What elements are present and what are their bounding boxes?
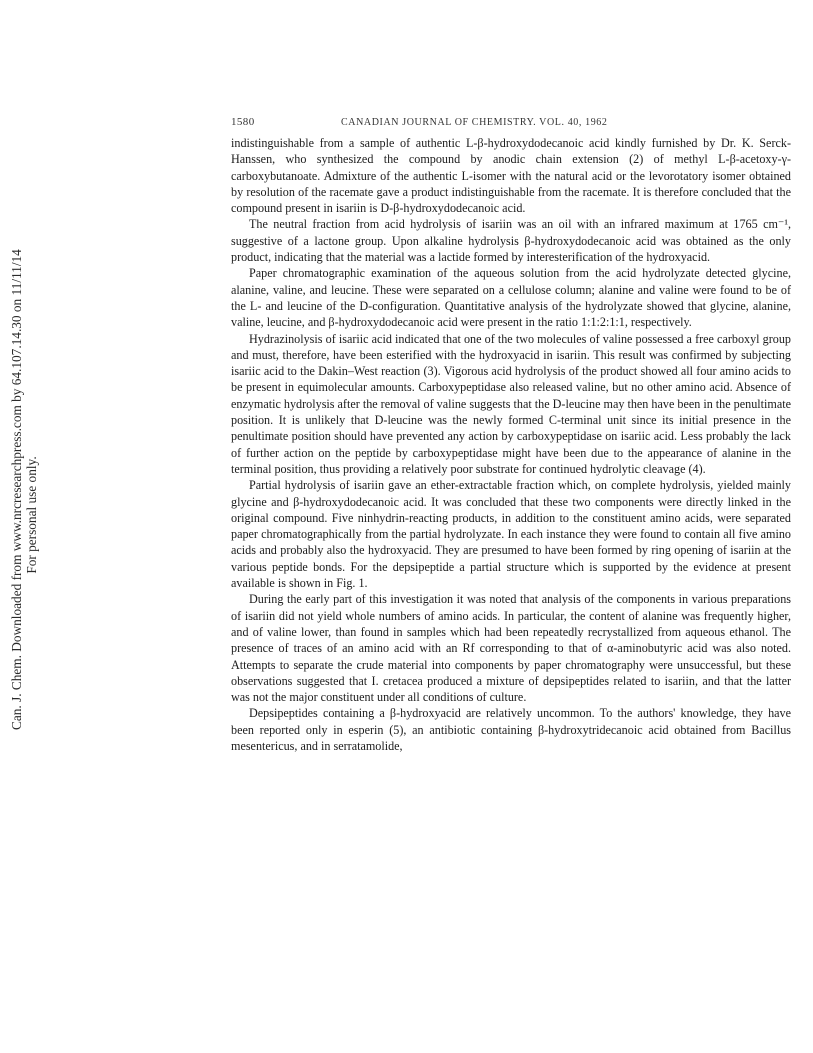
paragraph-5: Partial hydrolysis of isariin gave an ether-extractable fraction which, on complete hydrolysis, yielded mainly glycine and β-hydroxydodecanoic acid. It was concluded that these two components were directly linked in the original compound. Five ninhydrin-reacting products, in addition to the constituent amino acids, were separated paper chromatographically from the partial hydrolyzate. In each instance they were found to contain all five amino acids and probably also the hydroxyacid. They are presumed to have been formed by ring opening of isariin at the various peptide bonds. For the depsipeptide a partial structure which is supported by the evidence at present available is shown in Fig. 1. bbox=[231, 478, 791, 591]
watermark-line-2: For personal use only. bbox=[24, 456, 39, 574]
running-header bbox=[231, 116, 791, 130]
paragraph-1: indistinguishable from a sample of authentic L-β-hydroxydodecanoic acid kindly furnished by Dr. K. Serck-Hanssen, who synthesized the compound by anodic chain extension (2) of methyl L-β-acetoxy-γ-carboxybutanoate. Admixture of the authentic L-isomer with the natural acid or the levorotatory isomer obtained by resolution of the racemate gave a product indistinguishable from the racemate. It is therefore concluded that the compound present in isariin is D-β-hydroxydodecanoic acid. bbox=[231, 136, 791, 216]
page-number: 1580 bbox=[231, 116, 255, 128]
watermark-line-1: Can. J. Chem. Downloaded from www.nrcresearchpress.com by 64.107.14.30 on 11/11/14 bbox=[9, 249, 24, 730]
paragraph-6: During the early part of this investigation it was noted that analysis of the components in various preparations of isariin did not yield whole numbers of amino acids. In particular, the content of alanine was frequently higher, and of valine lower, than found in samples which had been repeatedly recrystallized from aqueous ethanol. The presence of traces of an amino acid with an Rf corresponding to that of α-aminobutyric acid was also noted. Attempts to separate the crude material into components by paper chromatography were unsuccessful, but these observations suggested that I. cretacea produced a mixture of depsipeptides related to isariin, and that the latter was not the major constituent under all conditions of culture. bbox=[231, 592, 791, 705]
article-body bbox=[231, 135, 791, 754]
paragraph-7: Depsipeptides containing a β-hydroxyacid are relatively uncommon. To the authors' knowledge, they have been reported only in esperin (5), an antibiotic containing β-hydroxytridecanoic acid obtained from Bacillus mesentericus, and in serratamolide, bbox=[231, 706, 791, 753]
paragraph-3: Paper chromatographic examination of the aqueous solution from the acid hydrolyzate detected glycine, alanine, valine, and leucine. These were separated on a cellulose column; alanine and valine were found to be of the L- and leucine of the D-configuration. Quantitative analysis of the hydrolyzate showed that glycine, alanine, valine, leucine, and β-hydroxydodecanoic acid were present in the ratio 1:1:2:1:1, respectively. bbox=[231, 266, 791, 330]
paragraph-2: The neutral fraction from acid hydrolysis of isariin was an oil with an infrared maximum at 1765 cm⁻¹, suggestive of a lactone group. Upon alkaline hydrolysis β-hydroxydodecanoic acid was obtained as the only product, indicating that the material was a lactide formed by interesterification of the hydroxyacid. bbox=[231, 217, 791, 265]
paragraph-4: Hydrazinolysis of isariic acid indicated that one of the two molecules of valine possessed a free carboxyl group and must, therefore, have been esterified with the hydroxyacid in isariin. This result was confirmed by subjecting isariic acid to the Dakin–West reaction (3). Vigorous acid hydrolysis of the product showed all four amino acids to be present in equimolecular amounts. Carboxypeptidase also released valine, but no other amino acid. Absence of enzymatic hydrolysis after the removal of valine suggests that the D-leucine may then have been in the penultimate position. It is unlikely that D-leucine was the newly formed C-terminal unit since its initial presence in the penultimate position should have prevented any action by carboxypeptidase on isariic acid. Less probably the lack of further action on the peptide by carboxypeptidase might have been due to the appearance of alanine in the terminal position, thus providing a relatively poor substrate for continued hydrolytic cleavage (4). bbox=[231, 331, 791, 476]
journal-title: CANADIAN JOURNAL OF CHEMISTRY. VOL. 40, 1962 bbox=[341, 117, 608, 128]
download-watermark bbox=[7, 249, 39, 730]
